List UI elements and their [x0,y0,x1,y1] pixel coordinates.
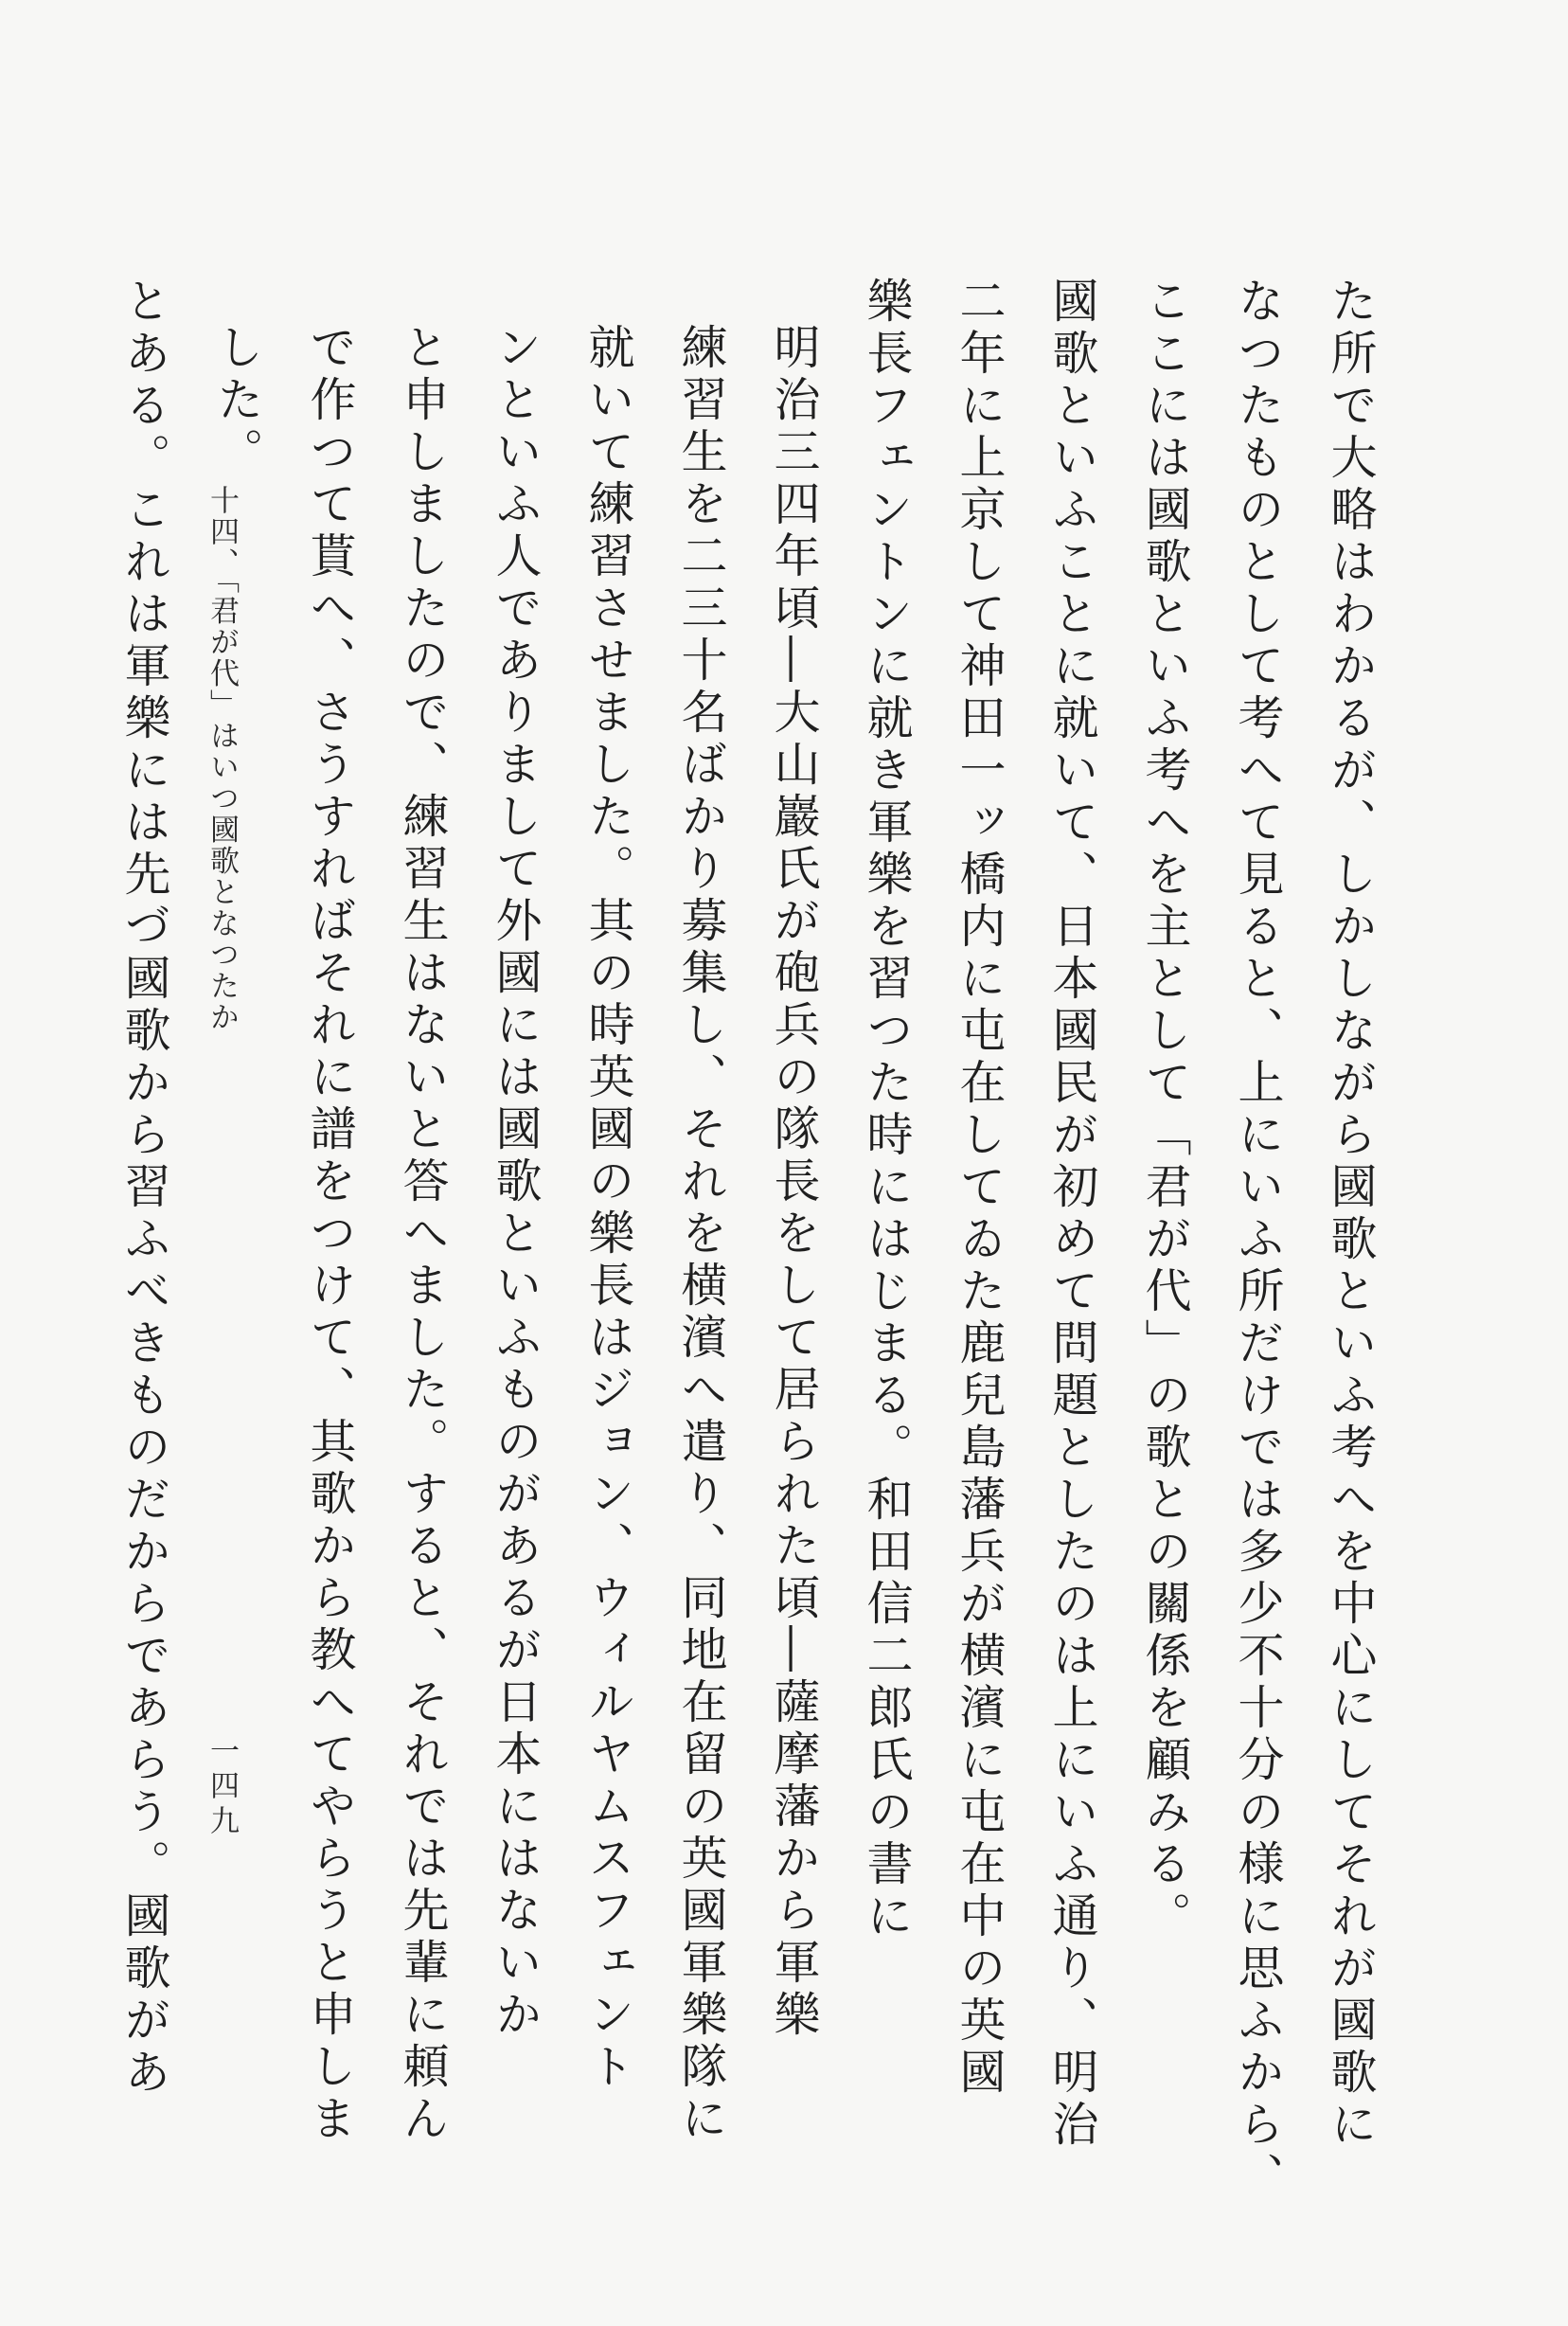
text-line: なつたものとして考へて見ると、上にいふ所だけでは多少不十分の様に思ふから、 [1231,277,1285,2204]
text-line: 國歌といふことに就いて、日本國民が初めて問題としたのは上にいふ通り、明治 [1045,277,1099,2152]
quote-line: と申しましたので、練習生はないと答へました。すると、それでは先輩に頼ん [396,323,450,2146]
text-line: 樂長フェントンに就き軍樂を習つた時にはじまる。和田信二郎氏の書に [860,277,914,1943]
text-line: とある。これは軍樂には先づ國歌から習ふべきものだからであらう。國歌があ [117,277,171,2100]
quote-line: 明治三四年頃―大山巖氏が砲兵の隊長をして居られた頃―薩摩藩から軍樂 [767,323,821,2042]
text-line: た所で大略はわかるが、しかしながら國歌といふ考へを中心にしてそれが國歌に [1324,277,1378,2152]
quote-line: 練習生を二三十名ばかり募集し、それを横濱へ遣り、同地在留の英國軍樂隊に [674,323,728,2146]
page-number: 一四九 [205,1735,239,1840]
quote-line: ンといふ人でありまして外國には國歌といふものがあるが日本にはないか [489,323,543,2042]
quote-line: で作つて貰へ、さうすればそれに譜をつけて、其歌から教へてやらうと申しま [303,323,357,2146]
text-line: ここには國歌といふ考へを主として「君が代」の歌との關係を顧みる。 [1138,277,1192,1943]
text-line: 二年に上京して神田一ッ橋内に屯在してゐた鹿兒島藩兵が横濱に屯在中の英國 [953,277,1007,2100]
running-head: 十四、「君が代」はいつ國歌となつたか [205,485,239,1033]
quote-line: 就いて練習させました。其の時英國の樂長はジョン、ウィルヤムスフェント [581,323,635,2094]
quote-line: した。 [210,323,264,479]
